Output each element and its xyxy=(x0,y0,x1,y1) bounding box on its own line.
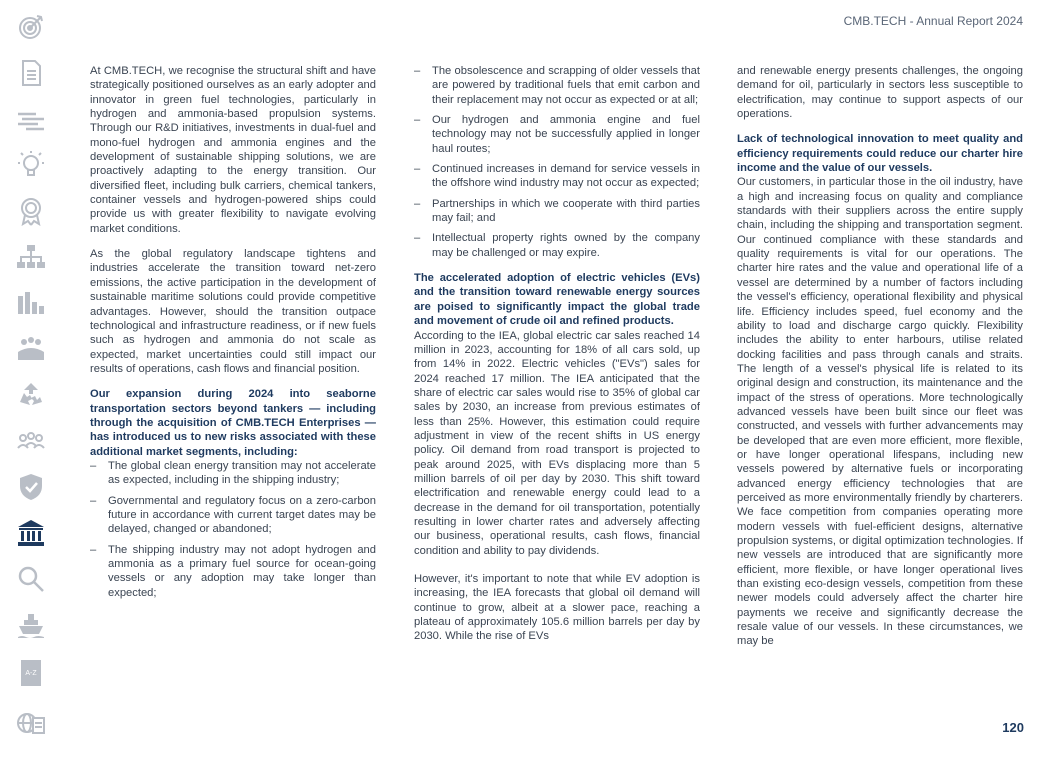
page-number: 120 xyxy=(1002,720,1024,735)
list-item: – Our hydrogen and ammonia engine and fuel technology may not be successfully applied in longer haul routes; xyxy=(414,113,700,156)
wind-lines-icon[interactable] xyxy=(16,104,46,134)
section-heading: The accelerated adoption of electric vehicles (EVs) and the transition toward renewable energy sources are poised to significantly impact the global trade and movement of crude oil and refined products. xyxy=(414,272,700,328)
paragraph: Our customers, in particular those in the oil industry, have a high and increasing focus on quality and compliance standards with their suppliers across the entire supply chain, including the shipping and transportation segment. Our continued compliance with these standards and quality requirements is vital for our operations. The charter hire rates and the value and operational life of a vessel are determined by a number of factors including the vessel's efficiency, operational flexibility and physical life. Efficiency includes speed, fuel economy and the ability to load and discharge cargo quickly. Flexibility includes the ability to enter harbours, utilise related docking facilities and pass through canals and straits. The length of a vessel's physical life is related to its original design and construction, its maintenance and the impact of the stress of operations. More technologically advanced vessels have been built since our fleet was constructed, and vessels with further advancements may be developed that are even more efficient, more flexible, or have longer operational lifespans, including new vessels powered by alternative fuels or incorporating advanced energy efficiency technologies that are perceived as more environmentally friendly by charterers. We face competition from companies operating more modern vessels with fuel-efficient designs, alternative propulsion systems, or digital optimization technologies. If new vessels are introduced that are significantly more efficient, more flexible, or have longer operational lives than existing eco-design vessels, competition from these newer models could adversely affect the charter hire payments we receive and significantly decrease the resale value of our vessels. In these circumstances, we may be xyxy=(737,176,1023,648)
list-item: – Continued increases in demand for service vessels in the offshore wind industry may not occur as expected; xyxy=(414,162,700,191)
risk-list xyxy=(90,459,376,600)
report-title: CMB.TECH - Annual Report 2024 xyxy=(843,14,1023,28)
recycle-icon[interactable] xyxy=(16,380,46,410)
list-item: – Intellectual property rights owned by the company may be challenged or may expire. xyxy=(414,231,700,260)
glossary-label: A-Z xyxy=(25,670,37,677)
ship-icon[interactable] xyxy=(16,610,46,640)
paragraph: According to the IEA, global electric car sales reached 14 million in 2023, accounting for 18% of all cars sold, up from 14% in 2022. Electric vehicles ("EVs") sales for 2024 reached 17 million. The IEA anticipated that the share of electric car sales would rise to 35% of global car sales by 2030, an increase from previous estimates of less than 25%. However, this estimation could require adjustment in view of the recent shifts in US energy policy. Oil demand from road transport is projected to peak around 2025, with EVs displacing more than 5 million barrels of oil per day by 2030. This shift toward electrification and renewable energy could lead to a decrease in the demand for oil transportation, potentially resulting in lower charter rates and adversely affecting our business, operational results, cash flows, financial condition and ability to pay dividends. xyxy=(414,329,700,557)
shield-check-icon[interactable] xyxy=(16,472,46,502)
bar-chart-icon[interactable] xyxy=(16,288,46,318)
globe-document-icon[interactable] xyxy=(16,708,46,738)
paragraph: and renewable energy presents challenges, the ongoing demand for oil, particularly in sectors less susceptible to electrification, may continue to support aspects of our operations. xyxy=(737,65,1023,121)
section-heading: Lack of technological innovation to meet quality and efficiency requirements could reduce our charter hire income and the value of our vessels. xyxy=(737,133,1023,175)
text-column-1 xyxy=(90,64,376,611)
list-item: – The global clean energy transition may not accelerate as expected, including in the shipping industry; xyxy=(90,459,376,488)
org-chart-icon[interactable] xyxy=(16,242,46,272)
list-item: – The shipping industry may not adopt hydrogen and ammonia as a primary fuel source for ocean-going vessels or any adoption may take longer than expected; xyxy=(90,543,376,600)
paragraph: At CMB.TECH, we recognise the structural shift and have strategically positioned ourselves as an early adopter and innovator in green fuel technologies, particularly in hydrogen and ammonia-based propulsion systems. Through our R&D initiatives, investments in dual-fuel and mono-fuel hydrogen and ammonia engines and the development of sustainable shipping solutions, we are proactively adapting to the energy transition. Our diversified fleet, including bulk carriers, chemical tankers, container vessels and hydrogen-powered ships could provide us with greater flexibility to navigate evolving market conditions. xyxy=(90,65,376,235)
sidebar-nav xyxy=(0,0,62,758)
list-item: – Governmental and regulatory focus on a zero-carbon future in accordance with current target dates may be delayed, changed or abandoned; xyxy=(90,494,376,537)
paragraph: As the global regulatory landscape tightens and industries accelerate the transition toward net-zero emissions, the active participation in the development of sustainable maritime solutions could provide competitive advantages. However, should the transition outpace technological and infrastructure readiness, or if new fuels such as hydrogen and ammonia do not scale as expected, market uncertainties could still impact our results of operations, cash flows and financial position. xyxy=(90,248,376,375)
text-column-2 xyxy=(414,64,700,655)
target-icon[interactable] xyxy=(16,12,46,42)
text-column-3 xyxy=(737,64,1023,649)
document-icon[interactable] xyxy=(16,58,46,88)
magnifier-icon[interactable] xyxy=(16,564,46,594)
risk-list xyxy=(414,64,700,260)
list-item: – Partnerships in which we cooperate with third parties may fail; and xyxy=(414,197,700,226)
award-badge-icon[interactable] xyxy=(16,196,46,226)
team-icon[interactable] xyxy=(16,426,46,456)
bank-building-icon[interactable] xyxy=(16,518,46,548)
lightbulb-icon[interactable] xyxy=(16,150,46,180)
list-item: – The obsolescence and scrapping of older vessels that are powered by traditional fuels that emit carbon and their replacement may not occur as expected or at all; xyxy=(414,64,700,107)
people-group-icon[interactable] xyxy=(16,334,46,364)
glossary-az-icon[interactable] xyxy=(16,658,46,688)
section-heading: Our expansion during 2024 into seaborne transportation sectors beyond tankers — including through the acquisition of CMB.TECH Enterprises — has introduced us to new risks associated with these additional market segments, including: xyxy=(90,388,376,458)
paragraph: However, it's important to note that while EV adoption is increasing, the IEA forecasts that global oil demand will continue to grow, albeit at a slower pace, reaching a plateau of approximately 105.6 million barrels per day by 2030. While the rise of EVs xyxy=(414,573,700,643)
